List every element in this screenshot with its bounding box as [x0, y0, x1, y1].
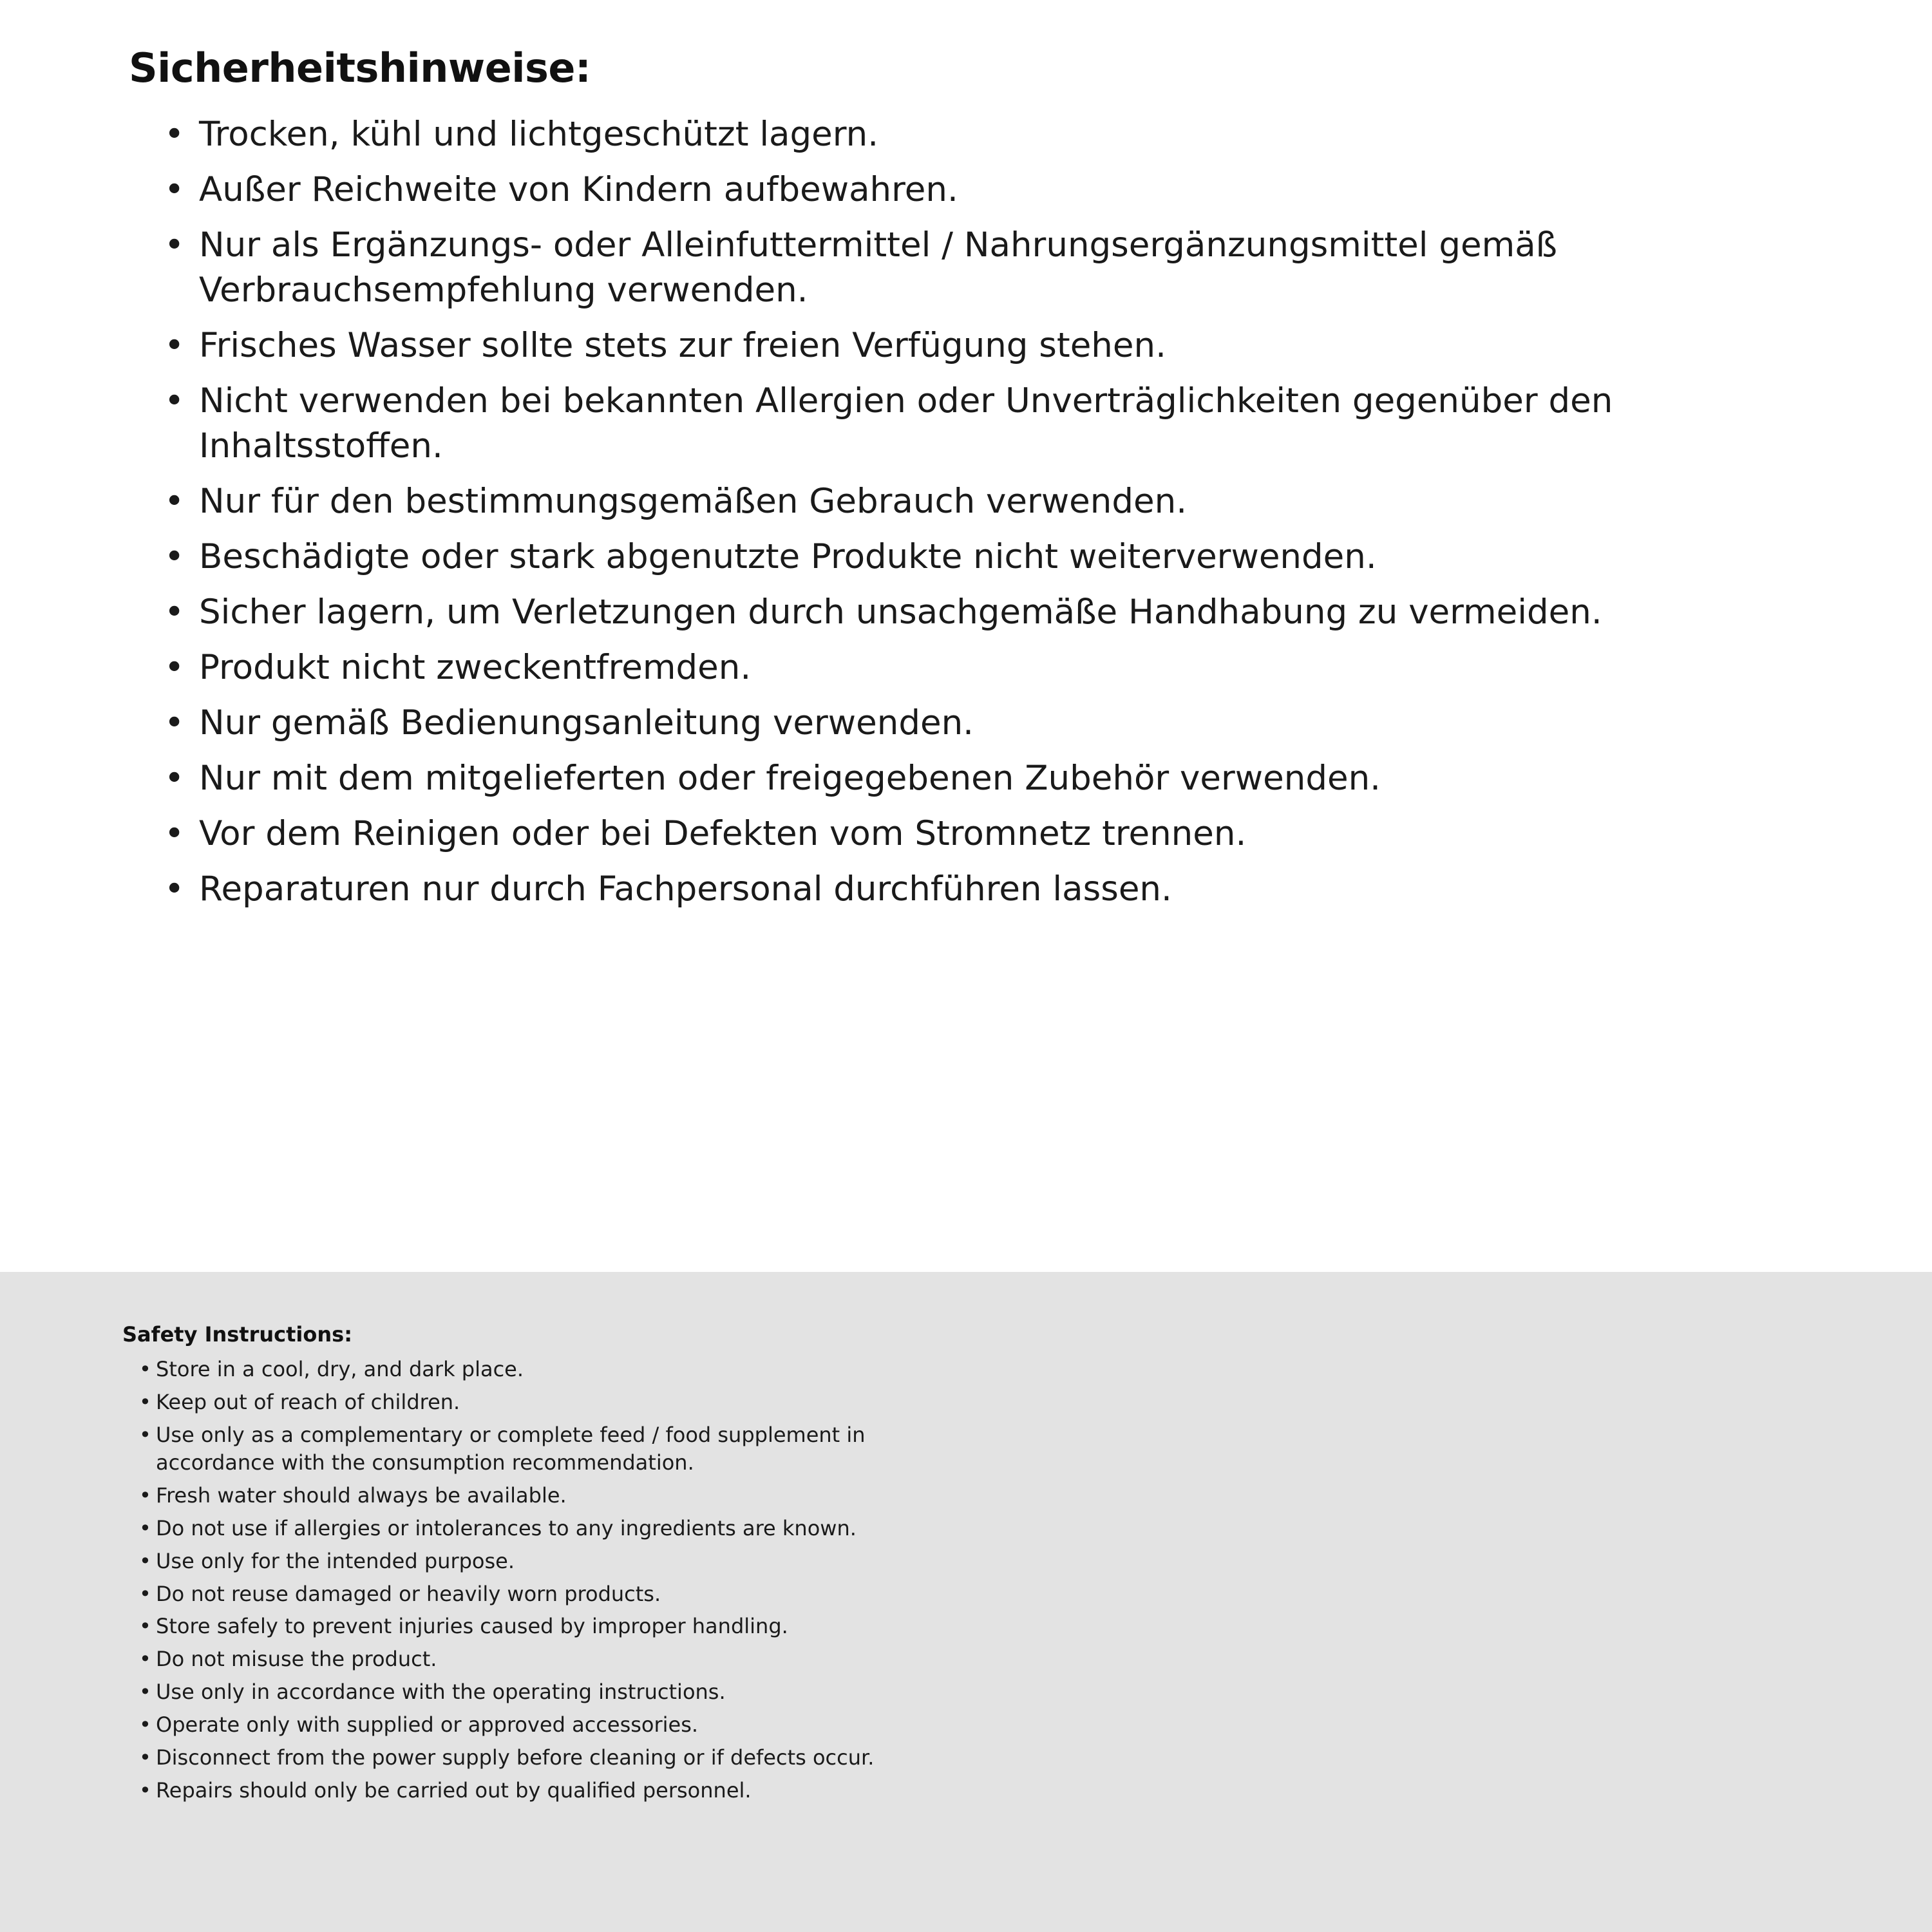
list-item-text: Keep out of reach of children. — [156, 1390, 460, 1415]
list-item-text: Disconnect from the power supply before cleaning or if defects occur. — [156, 1745, 875, 1770]
list-item-text: Do not use if allergies or intolerances to any ingredients are known. — [156, 1515, 857, 1540]
bullet-icon: • — [139, 1357, 151, 1382]
bullet-icon: • — [164, 225, 185, 265]
list-item-text: Vor dem Reinigen oder bei Defekten vom Stromnetz trennen. — [199, 813, 1247, 853]
list-item — [164, 112, 1848, 157]
list-item — [139, 1388, 943, 1416]
list-item-text: Beschädigte oder stark abgenutzte Produkte nicht weiterverwenden. — [199, 536, 1377, 576]
bullet-icon: • — [164, 115, 185, 155]
list-item-text: Repairs should only be carried out by qualified personnel. — [156, 1777, 752, 1803]
list-item-text: Use only in accordance with the operating instructions. — [156, 1680, 726, 1705]
list-item-text: Nur für den bestimmungsgemäßen Gebrauch verwenden. — [199, 481, 1188, 521]
bullet-icon: • — [139, 1515, 151, 1540]
bullet-icon: • — [139, 1647, 151, 1672]
list-item-text: Frisches Wasser sollte stets zur freien Verfügung stehen. — [199, 326, 1166, 365]
list-item-text: Außer Reichweite von Kindern aufbewahren. — [199, 170, 958, 210]
list-item-text: Do not misuse the product. — [156, 1647, 437, 1672]
list-item — [164, 479, 1848, 524]
list-item — [164, 867, 1848, 912]
list-item — [139, 1645, 943, 1673]
english-two-column-layout — [122, 1322, 1835, 1850]
list-item — [164, 701, 1848, 746]
list-item — [139, 1580, 943, 1608]
list-item-text: Do not reuse damaged or heavily worn products. — [156, 1581, 661, 1606]
bullet-icon: • — [139, 1482, 151, 1508]
list-item — [164, 535, 1848, 580]
bullet-icon: • — [164, 592, 185, 632]
list-item — [139, 1613, 943, 1640]
list-item — [139, 1711, 943, 1739]
bullet-icon: • — [164, 869, 185, 909]
list-item-text: Operate only with supplied or approved accessories. — [156, 1712, 699, 1738]
bullet-icon: • — [139, 1423, 151, 1448]
list-item — [164, 756, 1848, 801]
german-bullet-list — [129, 112, 1848, 911]
bullet-icon: • — [164, 647, 185, 687]
list-item — [139, 1777, 943, 1804]
list-item-text: Produkt nicht zweckentfremden. — [199, 647, 752, 687]
english-heading: Safety Instructions: — [122, 1322, 352, 1347]
list-item-text: Nur gemäß Bedienungsanleitung verwenden. — [199, 703, 974, 743]
list-item-text: Nur mit dem mitgelieferten oder freigegebenen Zubehör verwenden. — [199, 758, 1381, 798]
bullet-icon: • — [139, 1390, 151, 1415]
bullet-icon: • — [139, 1712, 151, 1738]
bullet-icon: • — [139, 1745, 151, 1770]
list-item — [164, 223, 1848, 313]
bullet-icon: • — [139, 1680, 151, 1705]
german-heading: Sicherheitshinweise: — [129, 44, 591, 91]
list-item-text: Store in a cool, dry, and dark place. — [156, 1357, 524, 1382]
list-item — [164, 167, 1848, 213]
bullet-icon: • — [164, 481, 185, 521]
list-item-text: Store safely to prevent injuries caused by improper handling. — [156, 1614, 788, 1639]
list-item-text: Nur als Ergänzungs- oder Alleinfuttermittel / Nahrungsergänzungsmittel gemäß Verbrauchsempfehlung verwenden. — [199, 225, 1558, 310]
bullet-icon: • — [139, 1581, 151, 1606]
list-item-text: Use only for the intended purpose. — [156, 1548, 515, 1573]
list-item — [139, 1482, 943, 1510]
list-item — [164, 323, 1848, 368]
list-item — [164, 811, 1848, 857]
list-item — [139, 1356, 943, 1383]
list-item-text: Sicher lagern, um Verletzungen durch unsachgemäße Handhabung zu vermeiden. — [199, 592, 1602, 632]
bullet-icon: • — [164, 536, 185, 576]
list-item — [139, 1548, 943, 1575]
english-bullet-list — [122, 1356, 943, 1804]
list-item-text: Use only as a complementary or complete feed / food supplement in accordance with the consumption recommendation. — [156, 1423, 866, 1475]
english-safety-section — [0, 1272, 1932, 1932]
bullet-icon: • — [139, 1777, 151, 1803]
bullet-icon: • — [139, 1548, 151, 1573]
list-item-text: Reparaturen nur durch Fachpersonal durchführen lassen. — [199, 869, 1172, 909]
bullet-icon: • — [139, 1614, 151, 1639]
list-item — [164, 379, 1848, 469]
list-item — [139, 1678, 943, 1706]
list-item — [164, 590, 1848, 635]
list-item — [139, 1744, 943, 1772]
bullet-icon: • — [164, 170, 185, 210]
list-item-text: Trocken, kühl und lichtgeschützt lagern. — [199, 115, 879, 155]
list-item-text: Fresh water should always be available. — [156, 1482, 567, 1508]
list-item-text: Nicht verwenden bei bekannten Allergien oder Unverträglichkeiten gegenüber den Inhaltsstoffen. — [199, 381, 1613, 466]
list-item — [139, 1421, 943, 1477]
bullet-icon: • — [164, 326, 185, 365]
bullet-icon: • — [164, 381, 185, 421]
list-item — [139, 1515, 943, 1542]
bullet-icon: • — [164, 703, 185, 743]
list-item — [164, 645, 1848, 690]
bullet-icon: • — [164, 758, 185, 798]
bullet-icon: • — [164, 813, 185, 853]
